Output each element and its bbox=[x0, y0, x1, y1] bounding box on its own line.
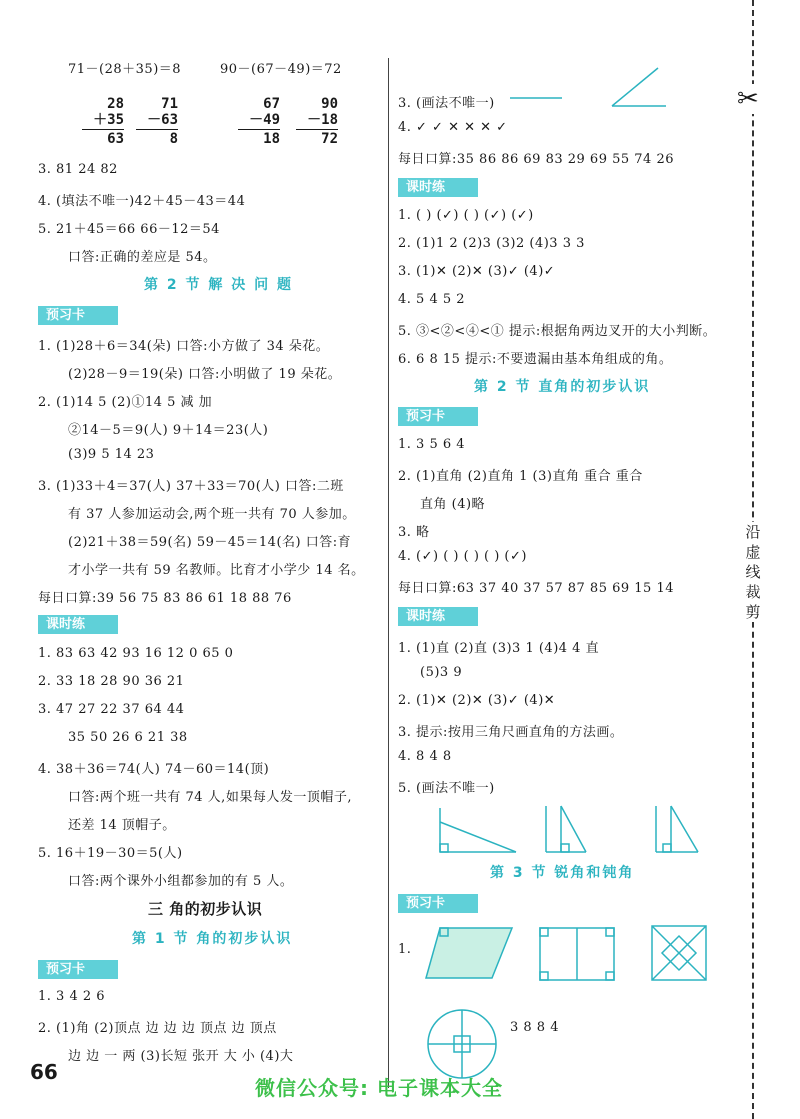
answer-line: 2. (1)1 2 (2)3 (3)2 (4)3 3 3 bbox=[398, 236, 585, 251]
answer-line: 口答:正确的差应是 54。 bbox=[68, 250, 217, 265]
answer-line: 直角 (4)略 bbox=[420, 497, 486, 512]
footer-watermark: 微信公众号: 电子课本大全 bbox=[255, 1076, 503, 1100]
answer-line: 1. (1)直 (2)直 (3)3 1 (4)4 4 直 bbox=[398, 641, 600, 656]
shape-figures bbox=[422, 920, 722, 1080]
answer-line: 4. ✓ ✓ ✕ ✕ ✕ ✓ bbox=[398, 120, 508, 135]
vertical-calc: 67 －49 18 bbox=[238, 96, 280, 147]
answer-line: 2. (1)直角 (2)直角 1 (3)直角 重合 重合 bbox=[398, 469, 643, 484]
right-angle-figures bbox=[436, 804, 736, 856]
vertical-calc: 90 －18 72 bbox=[296, 96, 338, 147]
answer-line: 2. (1)✕ (2)✕ (3)✓ (4)✕ bbox=[398, 693, 556, 708]
answer-line: 2. (1)角 (2)顶点 边 边 边 顶点 边 顶点 bbox=[38, 1021, 277, 1036]
answer-line: 1. bbox=[398, 942, 412, 957]
column-divider bbox=[388, 58, 389, 1088]
answer-line: 3. 47 27 22 37 64 44 bbox=[38, 702, 185, 717]
answer-line: 71－(28＋35)＝8 bbox=[68, 62, 182, 77]
answer-line: 5. 21＋45＝66 66－12＝54 bbox=[38, 222, 220, 237]
answer-line: 4. 8 4 8 bbox=[398, 749, 452, 764]
answer-line: 3. (画法不唯一) bbox=[398, 96, 495, 111]
answer-line: (5)3 9 bbox=[420, 665, 463, 680]
answer-line: ②14－5＝9(人) 9＋14＝23(人) bbox=[68, 423, 269, 438]
answer-line: 有 37 人参加运动会,两个班一共有 70 人参加。 bbox=[68, 507, 356, 522]
answer-line: 6. 6 8 15 提示:不要遗漏由基本角组成的角。 bbox=[398, 352, 673, 367]
cut-instruction: 沿 虚 线 裁 剪 bbox=[742, 522, 764, 622]
section-tag: 课时练 bbox=[398, 178, 478, 197]
section-tag: 预习卡 bbox=[398, 407, 478, 426]
chapter-title: 三 角的初步认识 bbox=[148, 900, 263, 918]
section-heading: 第 1 节 角的初步认识 bbox=[132, 931, 293, 947]
section-heading: 第 3 节 锐角和钝角 bbox=[490, 865, 635, 881]
section-tag: 课时练 bbox=[38, 615, 118, 634]
answer-line: 5. (画法不唯一) bbox=[398, 781, 495, 796]
vertical-calc: 71 －63 8 bbox=[136, 96, 178, 147]
answer-line: 35 50 26 6 21 38 bbox=[68, 730, 188, 745]
section-tag: 预习卡 bbox=[38, 960, 118, 979]
section-tag: 预习卡 bbox=[38, 306, 118, 325]
answer-line: 1. (1)28＋6＝34(朵) 口答:小方做了 34 朵花。 bbox=[38, 339, 330, 354]
answer-line: 每日口算:35 86 86 69 83 29 69 55 74 26 bbox=[398, 152, 674, 167]
answer-line: 3 8 8 4 bbox=[510, 1020, 559, 1035]
answer-line: 1. 3 4 2 6 bbox=[38, 989, 106, 1004]
answer-line: 口答:两个课外小组都参加的有 5 人。 bbox=[68, 874, 294, 889]
answer-line: 90－(67－49)＝72 bbox=[220, 62, 342, 77]
answer-line: 4. (填法不唯一)42＋45－43＝44 bbox=[38, 194, 246, 209]
answer-line: 1. ( ) (✓) ( ) (✓) (✓) bbox=[398, 208, 534, 223]
answer-line: 每日口算:39 56 75 83 86 61 18 88 76 bbox=[38, 591, 292, 606]
answer-line: (3)9 5 14 23 bbox=[68, 447, 155, 462]
answer-line: 1. 3 5 6 4 bbox=[398, 437, 466, 452]
answer-line: 2. (1)14 5 (2)①14 5 减 加 bbox=[38, 395, 213, 410]
answer-line: 1. 83 63 42 93 16 12 0 65 0 bbox=[38, 646, 234, 661]
angle-figure bbox=[510, 64, 670, 110]
section-tag: 预习卡 bbox=[398, 894, 478, 913]
answer-line: 5. 16＋19－30＝5(人) bbox=[38, 846, 183, 861]
answer-line: 5. ③<②<④<① 提示:根据角两边叉开的大小判断。 bbox=[398, 324, 717, 339]
answer-line: 口答:两个班一共有 74 人,如果每人发一顶帽子, bbox=[68, 790, 352, 805]
answer-line: 3. 提示:按用三角尺画直角的方法画。 bbox=[398, 725, 624, 740]
answer-line: (2)28－9＝19(朵) 口答:小明做了 19 朵花。 bbox=[68, 367, 342, 382]
answer-line: 3. 略 bbox=[398, 525, 430, 540]
answer-line: 3. 81 24 82 bbox=[38, 162, 118, 177]
answer-line: 4. (✓) ( ) ( ) ( ) (✓) bbox=[398, 549, 527, 564]
scissors-icon: ✂ bbox=[737, 84, 759, 114]
answer-line: 每日口算:63 37 40 37 57 87 85 69 15 14 bbox=[398, 581, 674, 596]
answer-line: 还差 14 顶帽子。 bbox=[68, 818, 176, 833]
answer-line: 4. 5 4 5 2 bbox=[398, 292, 466, 307]
answer-line: 2. 33 18 28 90 36 21 bbox=[38, 674, 185, 689]
page-number: 66 bbox=[30, 1060, 58, 1084]
answer-line: 才小学一共有 59 名教师。比育才小学少 14 名。 bbox=[68, 563, 365, 578]
answer-line: 3. (1)✕ (2)✕ (3)✓ (4)✓ bbox=[398, 264, 556, 279]
section-tag: 课时练 bbox=[398, 607, 478, 626]
answer-line: 3. (1)33＋4＝37(人) 37＋33＝70(人) 口答:二班 bbox=[38, 479, 344, 494]
vertical-calc: 28 ＋35 63 bbox=[82, 96, 124, 147]
answer-line: 4. 38＋36＝74(人) 74－60＝14(顶) bbox=[38, 762, 270, 777]
section-heading: 第 2 节 解 决 问 题 bbox=[144, 277, 293, 293]
answer-line: (2)21＋38＝59(名) 59－45＝14(名) 口答:育 bbox=[68, 535, 352, 550]
section-heading: 第 2 节 直角的初步认识 bbox=[474, 379, 651, 395]
answer-line: 边 边 一 两 (3)长短 张开 大 小 (4)大 bbox=[68, 1049, 294, 1064]
